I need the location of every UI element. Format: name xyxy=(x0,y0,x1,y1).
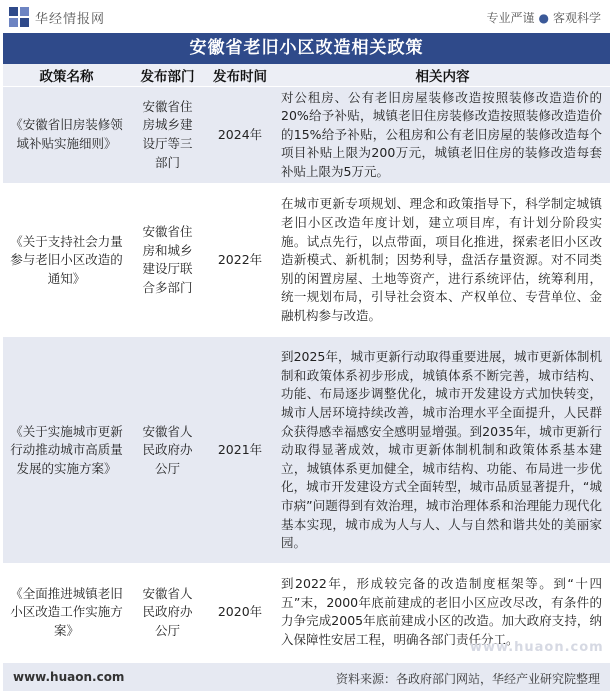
policy-content: 对公租房、公有老旧房屋装修改造按照装修改造造价的20%给予补贴，城镇老旧住房装修改造按照装修改造造价的15%给予补贴，公租房和公有老旧房屋的装修改造每个项目补贴上限为200万元，城镇老旧住房的装修改造每套补贴上限为5万元。 xyxy=(275,86,610,183)
policy-content: 在城市更新专项规划、理念和政策指导下，科学制定城镇老旧小区改造年度计划，建立项目库，有计划分阶段实施。试点先行，以点带面，项目化推进，探索老旧小区改造新模式、新机制；因势利导，盘活存量资源。对不同类别的闲置房屋、土地等资产，进行系统评估，统筹利用，统一规划布局，引导社会资本、产权单位、专营单位、金融机构参与改造。 xyxy=(275,183,610,337)
page-title: 安徽省老旧小区改造相关政策 xyxy=(3,33,610,64)
policy-dept: 安徽省人民政府办公厅 xyxy=(130,563,205,661)
slogan-right: 客观科学 xyxy=(552,11,601,25)
footer-url[interactable]: www.huaon.com xyxy=(13,670,125,684)
policy-dept: 安徽省住房城乡建设厅等三部门 xyxy=(130,86,205,183)
top-bar xyxy=(0,0,613,33)
slogan-left: 专业严谨 xyxy=(486,11,535,25)
policy-name: 《关于支持社会力量参与老旧小区改造的通知》 xyxy=(3,183,130,337)
column-header-name: 政策名称 xyxy=(3,64,130,86)
policy-year: 2024年 xyxy=(205,86,275,183)
policy-table xyxy=(3,64,610,661)
policy-name: 《安徽省旧房装修领域补贴实施细则》 xyxy=(3,86,130,183)
column-header-year: 发布时间 xyxy=(205,64,275,86)
logo[interactable] xyxy=(9,7,105,27)
policy-year: 2021年 xyxy=(205,337,275,563)
policy-name: 《全面推进城镇老旧小区改造工作实施方案》 xyxy=(3,563,130,661)
watermark: www.huaon.com xyxy=(470,640,604,655)
policy-year: 2022年 xyxy=(205,183,275,337)
table-header-row xyxy=(3,64,610,86)
slogan xyxy=(486,9,601,26)
policy-content: 到2022年，形成较完备的改造制度框架等。到“十四五”末，2000年底前建成的老旧小区应改尽改，有条件的力争完成2005年底前建成小区的改造。加大政府支持，纳入保障性安居工程，明确各部门责任分工。 xyxy=(275,563,610,661)
table-row xyxy=(3,337,610,563)
table-row xyxy=(3,86,610,183)
policy-content: 到2025年，城市更新行动取得重要进展，城市更新体制机制和政策体系初步形成，城镇体系不断完善，城市结构、功能、布局逐步调整优化，城市开发建设方式加快转变，城市人居环境持续改善，城市治理水平全面提升，人民群众获得感幸福感安全感明显增强。到2035年，城市更新行动取得显著成效，城市更新体制机制和政策体系基本建立，城镇体系更加健全，城市结构、功能、布局进一步优化，城市开发建设方式全面转型，城市品质显著提升，“城市病”问题得到有效治理，城市治理体系和治理能力现代化基本实现，城市成为人与人、人与自然和谐共处的美丽家园。 xyxy=(275,337,610,563)
footer-source: 资料来源：各政府部门网站，华经产业研究院整理 xyxy=(335,672,600,686)
column-header-dept: 发布部门 xyxy=(130,64,205,86)
slogan-separator: ● xyxy=(538,11,549,25)
column-header-content: 相关内容 xyxy=(275,64,610,86)
policy-name: 《关于实施城市更新行动推动城市高质量发展的实施方案》 xyxy=(3,337,130,563)
footer xyxy=(3,663,610,691)
logo-icon xyxy=(9,7,29,27)
policy-year: 2020年 xyxy=(205,563,275,661)
table-row xyxy=(3,183,610,337)
logo-text: 华经情报网 xyxy=(35,11,106,27)
policy-dept: 安徽省住房和城乡建设厅联合多部门 xyxy=(130,183,205,337)
policy-dept: 安徽省人民政府办公厅 xyxy=(130,337,205,563)
